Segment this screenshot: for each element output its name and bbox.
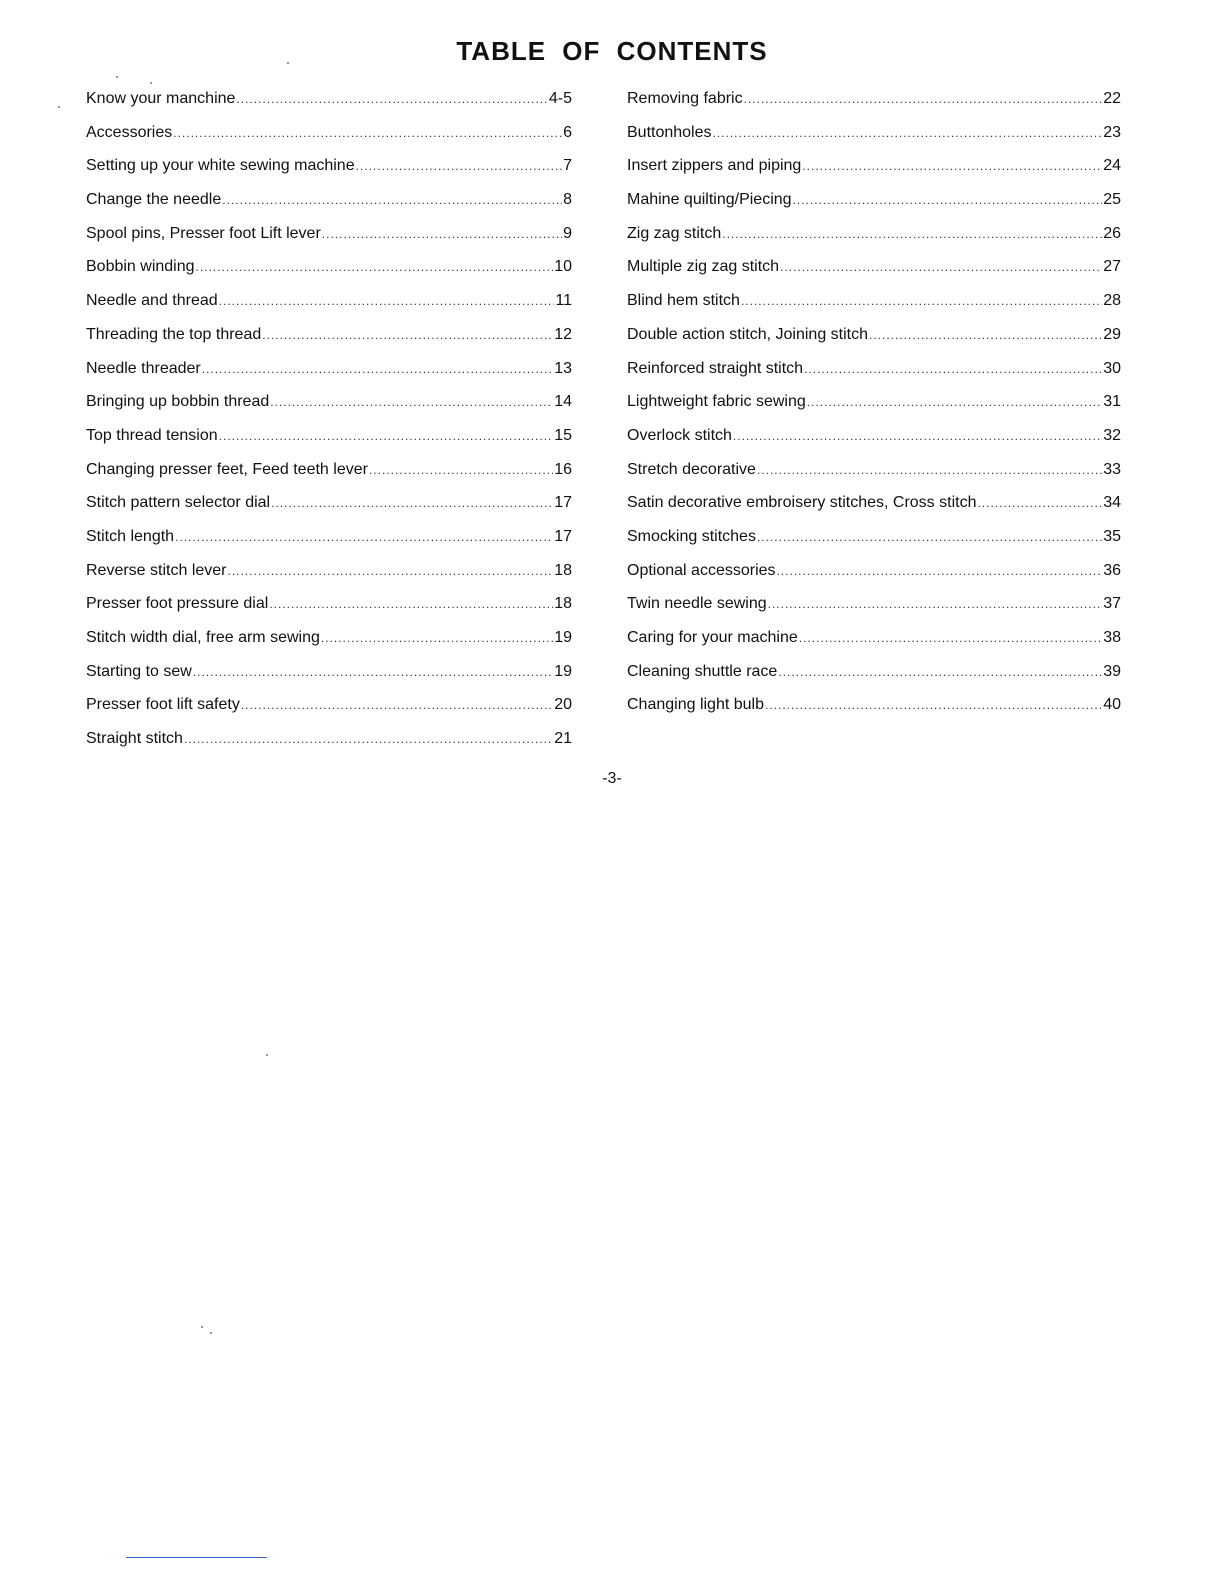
toc-entry-label: Needle threader — [86, 359, 201, 377]
dot-leader — [270, 395, 553, 409]
toc-entry — [86, 326, 572, 360]
scan-speck — [287, 62, 289, 64]
toc-entry-page: 21 — [554, 730, 572, 748]
toc-entry-page: 9 — [563, 224, 572, 242]
toc-entry — [86, 461, 572, 495]
toc-entry-label: Top thread tension — [86, 426, 218, 444]
toc-entry-page: 16 — [554, 460, 572, 478]
toc-entry-label: Bobbin winding — [86, 258, 195, 276]
dot-leader — [765, 698, 1102, 712]
toc-entry — [86, 90, 572, 124]
toc-entry — [86, 157, 572, 191]
toc-entry-label: Know your manchine — [86, 90, 236, 107]
toc-entry — [627, 225, 1121, 259]
page-title: TABLE OF CONTENTS — [456, 36, 768, 66]
toc-entry-label: Changing light bulb — [627, 696, 764, 714]
toc-entry — [627, 461, 1121, 495]
toc-entry-label: Cleaning shuttle race — [627, 662, 778, 680]
toc-entry-label: Presser foot lift safety — [86, 696, 240, 714]
toc-entry-page: 22 — [1103, 90, 1121, 107]
toc-entry-page: 31 — [1103, 393, 1121, 411]
toc-entry-page: 28 — [1103, 292, 1121, 310]
toc-entry-label: Accessories — [86, 123, 173, 141]
toc-entry — [86, 528, 572, 562]
toc-entry — [627, 427, 1121, 461]
toc-entry — [86, 595, 572, 629]
toc-entry-page: 18 — [554, 595, 572, 613]
dot-leader — [184, 732, 553, 746]
toc-entry-label: Removing fabric — [627, 90, 743, 107]
scan-speck — [150, 82, 152, 84]
toc-entry — [86, 427, 572, 461]
scan-underline-mark — [126, 1557, 267, 1558]
toc-entry — [627, 528, 1121, 562]
dot-leader — [768, 597, 1103, 611]
toc-entry-label: Bringing up bobbin thread — [86, 393, 270, 411]
toc-entry-label: Threading the top thread — [86, 325, 262, 343]
toc-entry-label: Multiple zig zag stitch — [627, 258, 780, 276]
dot-leader — [228, 564, 554, 578]
toc-entry-page: 15 — [554, 426, 572, 444]
toc-entry-label: Change the needle — [86, 191, 222, 209]
toc-entry-label: Stitch pattern selector dial — [86, 494, 271, 512]
toc-entry-page: 11 — [555, 292, 572, 310]
dot-leader — [193, 665, 553, 679]
toc-entry — [86, 562, 572, 596]
toc-entry — [86, 360, 572, 394]
toc-entry — [627, 629, 1121, 663]
toc-entry — [627, 326, 1121, 360]
toc-entry-label: Needle and thread — [86, 292, 218, 310]
dot-leader — [196, 260, 554, 274]
dot-leader — [321, 631, 553, 645]
dot-leader — [236, 92, 547, 106]
toc-entry-page: 18 — [554, 561, 572, 579]
toc-entry — [627, 90, 1121, 124]
toc-entry-page: 27 — [1103, 258, 1121, 276]
toc-entry — [627, 393, 1121, 427]
scan-speck — [266, 1054, 268, 1056]
dot-leader — [977, 496, 1102, 510]
toc-entry-page: 32 — [1103, 426, 1121, 444]
toc-entry-page: 20 — [554, 696, 572, 714]
dot-leader — [356, 159, 563, 173]
toc-entry-page: 10 — [554, 258, 572, 276]
toc-entry-label: Changing presser feet, Feed teeth lever — [86, 460, 368, 478]
toc-entry — [86, 292, 572, 326]
toc-entry-page: 30 — [1103, 359, 1121, 377]
toc-entry-label: Twin needle sewing — [627, 595, 767, 613]
toc-entry-label: Mahine quilting/Piecing — [627, 191, 792, 209]
toc-entry — [86, 663, 572, 697]
dot-leader — [793, 193, 1103, 207]
toc-entry-page: 19 — [554, 629, 572, 646]
toc-entry — [627, 191, 1121, 225]
toc-entry — [627, 157, 1121, 191]
toc-entry-page: 40 — [1103, 696, 1121, 714]
toc-entry-page: 23 — [1103, 123, 1121, 141]
toc-entry-page: 35 — [1103, 527, 1121, 545]
toc-entry-label: Optional accessories — [627, 561, 776, 579]
toc-entry-label: Reinforced straight stitch — [627, 359, 804, 377]
dot-leader — [799, 631, 1102, 645]
toc-entry-label: Stretch decorative — [627, 460, 756, 478]
toc-entry-label: Stitch length — [86, 527, 175, 545]
toc-entry-label: Stitch width dial, free arm sewing — [86, 629, 320, 646]
toc-entry-page: 7 — [563, 157, 572, 175]
toc-entry — [86, 258, 572, 292]
toc-entry — [627, 562, 1121, 596]
toc-entry-label: Reverse stitch lever — [86, 561, 227, 579]
toc-entry-label: Starting to sew — [86, 662, 192, 680]
toc-entry-label: Blind hem stitch — [627, 292, 740, 310]
toc-entry — [86, 629, 572, 663]
toc-entry-page: 17 — [554, 494, 572, 512]
toc-entry-label: Satin decorative embroisery stitches, Cross stitch — [627, 494, 977, 512]
dot-leader — [322, 227, 562, 241]
toc-entry-page: 34 — [1103, 494, 1121, 512]
dot-leader — [757, 530, 1102, 544]
toc-entry — [627, 696, 1121, 730]
toc-entry-label: Straight stitch — [86, 730, 183, 748]
toc-entry — [627, 663, 1121, 697]
toc-entry-page: 37 — [1103, 595, 1121, 613]
toc-entry — [627, 258, 1121, 292]
toc-entry — [86, 494, 572, 528]
dot-leader — [222, 193, 562, 207]
dot-leader — [202, 362, 553, 376]
page-number: -3- — [602, 770, 622, 787]
dot-leader — [807, 395, 1102, 409]
toc-entry-page: 38 — [1103, 629, 1121, 646]
toc-entry-label: Presser foot pressure dial — [86, 595, 269, 613]
toc-entry-page: 36 — [1103, 561, 1121, 579]
toc-entry-page: 25 — [1103, 191, 1121, 209]
toc-entry-label: Spool pins, Presser foot Lift lever — [86, 224, 321, 242]
toc-entry-page: 12 — [554, 325, 572, 343]
toc-right-column — [627, 90, 1121, 730]
scan-speck — [210, 1332, 212, 1334]
toc-entry — [627, 292, 1121, 326]
toc-entry-label: Overlock stitch — [627, 426, 732, 444]
toc-left-column — [86, 90, 572, 764]
toc-entry-page: 26 — [1103, 224, 1121, 242]
dot-leader — [757, 463, 1102, 477]
toc-entry — [627, 494, 1121, 528]
dot-leader — [241, 698, 553, 712]
toc-entry-page: 19 — [554, 662, 572, 680]
dot-leader — [219, 294, 555, 308]
toc-entry-page: 39 — [1103, 662, 1121, 680]
toc-entry — [86, 191, 572, 225]
dot-leader — [733, 429, 1102, 443]
toc-entry-label: Caring for your machine — [627, 629, 798, 646]
toc-entry-label: Buttonholes — [627, 123, 712, 141]
dot-leader — [780, 260, 1102, 274]
toc-entry — [86, 225, 572, 259]
toc-entry-label: Double action stitch, Joining stitch — [627, 325, 869, 343]
toc-entry-page: 4-5 — [548, 90, 572, 107]
dot-leader — [777, 564, 1103, 578]
dot-leader — [369, 463, 553, 477]
dot-leader — [219, 429, 554, 443]
toc-entry-page: 29 — [1103, 325, 1121, 343]
toc-entry-page: 24 — [1103, 157, 1121, 175]
scan-speck — [58, 106, 60, 108]
dot-leader — [778, 665, 1102, 679]
toc-entry — [627, 595, 1121, 629]
toc-entry-label: Setting up your white sewing machine — [86, 157, 355, 175]
toc-entry-page: 8 — [563, 191, 572, 209]
scan-speck — [201, 1326, 203, 1328]
toc-entry-page: 17 — [554, 527, 572, 545]
toc-entry-page: 13 — [554, 359, 572, 377]
dot-leader — [804, 362, 1102, 376]
scan-speck — [116, 76, 118, 78]
toc-entry-page: 6 — [563, 123, 572, 141]
dot-leader — [262, 328, 553, 342]
dot-leader — [741, 294, 1102, 308]
dot-leader — [802, 159, 1102, 173]
toc-entry — [86, 696, 572, 730]
toc-entry-label: Insert zippers and piping — [627, 157, 802, 175]
dot-leader — [722, 227, 1102, 241]
dot-leader — [173, 126, 562, 140]
dot-leader — [175, 530, 553, 544]
dot-leader — [271, 496, 553, 510]
toc-entry — [627, 360, 1121, 394]
dot-leader — [869, 328, 1102, 342]
toc-entry — [627, 124, 1121, 158]
dot-leader — [269, 597, 553, 611]
toc-entry — [86, 393, 572, 427]
toc-entry — [86, 124, 572, 158]
dot-leader — [713, 126, 1103, 140]
dot-leader — [744, 92, 1103, 106]
toc-entry-label: Lightweight fabric sewing — [627, 393, 806, 411]
toc-entry-label: Zig zag stitch — [627, 224, 722, 242]
toc-entry-page: 33 — [1103, 460, 1121, 478]
toc-entry — [86, 730, 572, 764]
toc-entry-page: 14 — [554, 393, 572, 411]
toc-entry-label: Smocking stitches — [627, 527, 756, 545]
